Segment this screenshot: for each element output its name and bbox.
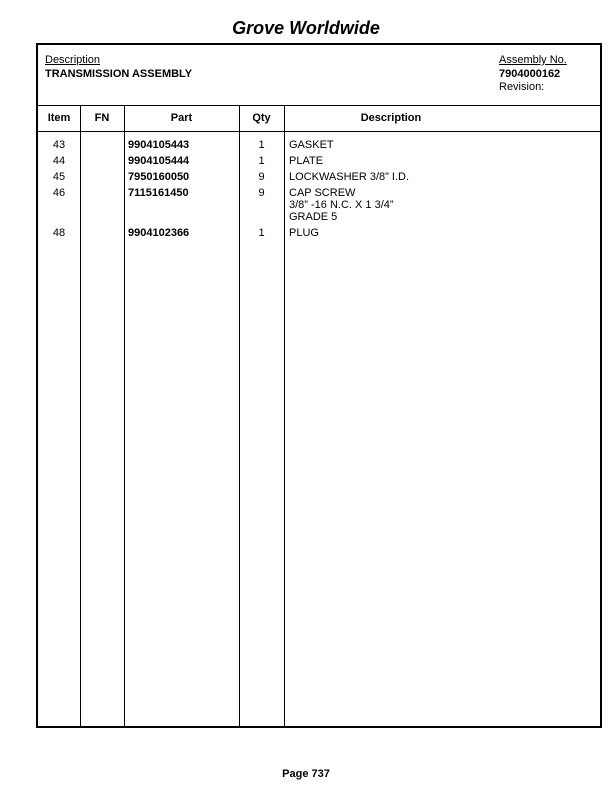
quantity: 1 [258,227,265,239]
assembly-no-label: Assembly No. [499,54,567,66]
table-row [38,139,600,151]
item-number: 44 [52,155,66,167]
part-description [289,171,600,183]
col-fn-header: FN [94,112,110,124]
quantity: 9 [258,187,265,199]
part-description [289,139,600,151]
part-number: 9904105444 [128,155,190,167]
assembly-description: TRANSMISSION ASSEMBLY [45,68,193,80]
item-number: 45 [52,171,66,183]
item-number: 43 [52,139,66,151]
col-description-header: Description [360,112,422,124]
description-line: GASKET [289,139,334,151]
part-description [289,227,600,239]
table-row [38,227,600,239]
description-line: PLUG [289,227,319,239]
item-number: 48 [52,227,66,239]
table-row [38,155,600,167]
description-line: 3/8” -16 N.C. X 1 3/4” [289,199,394,211]
item-number: 46 [52,187,66,199]
table-row [38,187,600,223]
description-line: LOCKWASHER 3/8” I.D. [289,171,410,183]
part-description [289,187,600,223]
column-header-row [38,105,600,132]
col-item-header: Item [47,112,71,124]
description-line: PLATE [289,155,324,167]
page-title: Grove Worldwide [232,18,380,38]
description-label: Description [45,54,101,66]
table-body [38,139,600,243]
description-line: GRADE 5 [289,211,338,223]
table-row [38,171,600,183]
parts-table [36,43,602,728]
quantity: 9 [258,171,265,183]
revision-label: Revision: [499,81,545,93]
quantity: 1 [258,139,265,151]
col-qty-header: Qty [252,112,271,124]
part-number: 9904105443 [128,139,190,151]
description-line: CAP SCREW [289,187,356,199]
col-part-header: Part [170,112,193,124]
quantity: 1 [258,155,265,167]
assembly-no: 7904000162 [499,68,561,80]
part-number: 7950160050 [128,171,190,183]
assembly-header [38,45,600,106]
part-number: 7115161450 [128,187,189,199]
page-number: Page 737 [282,768,330,780]
part-description [289,155,600,167]
part-number: 9904102366 [128,227,190,239]
